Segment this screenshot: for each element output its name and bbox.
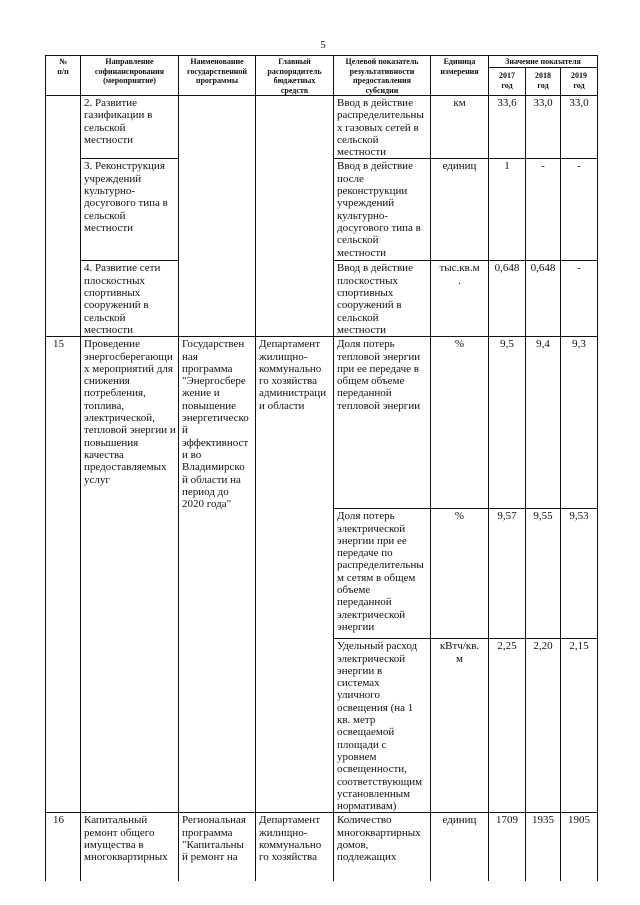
indicator-cell: Удельный расход электрической энергии в системах уличного освещения (на 1 кв. метр освещаемой площади с уровнем освещенности, соответствующим установленным нормативам) (334, 639, 431, 813)
unit-cell: км (431, 96, 489, 159)
table-row (46, 337, 598, 509)
manager-cell: Департамент жилищно- коммунально го хозяйства (256, 813, 334, 881)
indicator-cell: Ввод в действие после реконструкции учреждений культурно- досугового типа в сельской местности (334, 159, 431, 261)
page-number: 5 (320, 39, 326, 51)
value-2018-cell: 33,0 (526, 96, 561, 159)
header-program: Наименование государственной программы (179, 56, 256, 96)
table-body (46, 96, 598, 881)
unit-cell: кВтч/кв. м (431, 639, 489, 813)
manager-cell: Департамент жилищно- коммунально го хозяйства администраци и области (256, 337, 334, 813)
value-2019-cell: 2,15 (561, 639, 598, 813)
header-manager: Главный распорядитель бюджетных средств (256, 56, 334, 96)
unit-cell: тыс.кв.м . (431, 261, 489, 337)
value-2017-cell: 33,6 (489, 96, 526, 159)
value-2019-cell: 33,0 (561, 96, 598, 159)
header-year-2018: 2018 год (526, 68, 561, 96)
value-2017-cell: 2,25 (489, 639, 526, 813)
header-number: № п/п (46, 56, 81, 96)
number-cell-empty (46, 96, 81, 337)
table-header (46, 56, 598, 96)
direction-cell: Капитальный ремонт общего имущества в многоквартирных (81, 813, 179, 881)
table-row (46, 96, 598, 159)
header-indicator: Целевой показатель результативности предоставления субсидии (334, 56, 431, 96)
value-2017-cell: 1 (489, 159, 526, 261)
value-2019-cell: 9,53 (561, 509, 598, 639)
value-2018-cell: 9,4 (526, 337, 561, 509)
indicator-cell: Ввод в действие распределительны х газовых сетей в сельской местности (334, 96, 431, 159)
value-2019-cell: 1905 (561, 813, 598, 881)
indicators-table (45, 55, 598, 881)
unit-cell: единиц (431, 159, 489, 261)
unit-cell: % (431, 337, 489, 509)
table-row (46, 813, 598, 881)
value-2019-cell: 9,3 (561, 337, 598, 509)
indicator-cell: Доля потерь тепловой энергии при ее передаче в общем объеме переданной тепловой энергии (334, 337, 431, 509)
value-2018-cell: 1935 (526, 813, 561, 881)
value-2017-cell: 9,57 (489, 509, 526, 639)
value-2019-cell: - (561, 159, 598, 261)
value-2018-cell: 2,20 (526, 639, 561, 813)
program-cell-empty (179, 96, 256, 337)
manager-cell-empty (256, 96, 334, 337)
indicator-cell: Количество многоквартирных домов, подлежащих (334, 813, 431, 881)
row-number-cell: 15 (46, 337, 81, 813)
unit-cell: % (431, 509, 489, 639)
indicator-cell: Доля потерь электрической энергии при ее передаче по распределительны м сетям в общем объеме переданной электрической энергии (334, 509, 431, 639)
direction-cell: Проведение энергосберегающи х мероприятий для снижения потребления, топлива, электрической, тепловой энергии и повышения качества предоставляемых услуг (81, 337, 179, 813)
value-2017-cell: 1709 (489, 813, 526, 881)
program-cell: Государствен ная программа "Энергосбере жение и повышение энергетическо й эффективност и во Владимирско й области на период до 2020 года" (179, 337, 256, 813)
row-number-cell: 16 (46, 813, 81, 881)
direction-cell: 3. Реконструкция учреждений культурно- досугового типа в сельской местности (81, 159, 179, 261)
program-cell: Региональная программа "Капитальны й ремонт на (179, 813, 256, 881)
header-year-2017: 2017 год (489, 68, 526, 96)
header-year-2019: 2019 год (561, 68, 598, 96)
value-2019-cell: - (561, 261, 598, 337)
header-direction: Направление софинансирования (мероприятие) (81, 56, 179, 96)
direction-cell: 2. Развитие газификации в сельской местности (81, 96, 179, 159)
header-unit: Единица измерения (431, 56, 489, 96)
header-value-group: Значение показателя (489, 56, 598, 68)
direction-cell: 4. Развитие сети плоскостных спортивных сооружений в сельской местности (81, 261, 179, 337)
unit-cell: единиц (431, 813, 489, 881)
value-2017-cell: 0,648 (489, 261, 526, 337)
value-2018-cell: 0,648 (526, 261, 561, 337)
value-2018-cell: - (526, 159, 561, 261)
value-2018-cell: 9,55 (526, 509, 561, 639)
indicator-cell: Ввод в действие плоскостных спортивных сооружений в сельской местности (334, 261, 431, 337)
value-2017-cell: 9,5 (489, 337, 526, 509)
